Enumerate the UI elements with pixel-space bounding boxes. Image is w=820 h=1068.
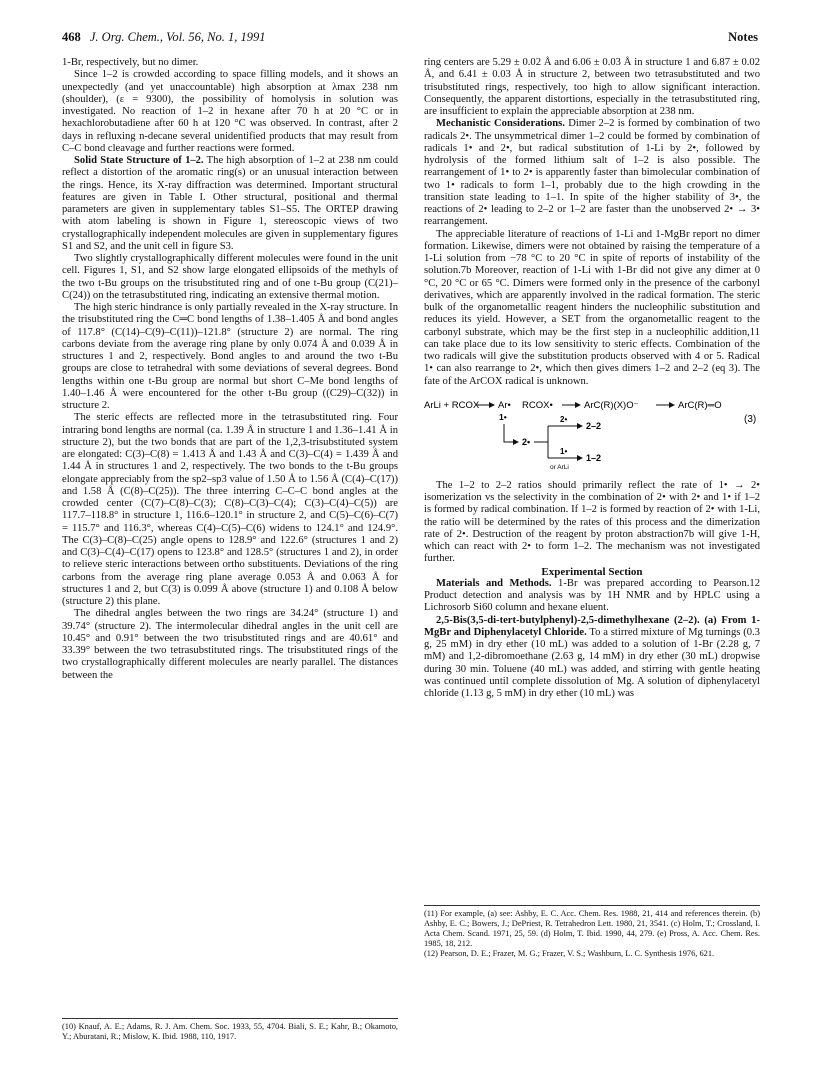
scheme-label-1: 1• <box>499 411 507 422</box>
section-heading: Solid State Structure of 1–2. <box>74 155 204 166</box>
footnote: (11) For example, (a) see: Ashby, E. C. Acc. Chem. Res. 1988, 21, 414 and references therein. (b) Ashby, E. C.; Bowers, J.; DePriest, R. Tetrahedron Lett. 1980, 21, 3541. (c) Holm, T.; Crossland, I. Acta Chem. Scand. 1971, 25, 59. (d) Holm, T. Ibid. 1990, 44, 279. (e) Pross, A. Acc. Chem. Res. 1985, 18, 212. <box>424 909 760 948</box>
compound-heading: 2,5-Bis(3,5-di-tert-butylphenyl)-2,5-dimethylhexane (2–2). <box>436 614 700 626</box>
scheme-product: ArC(R)═O <box>678 399 722 411</box>
reaction-scheme <box>424 394 760 472</box>
scheme-label-1b: 1• <box>560 446 568 456</box>
left-column <box>62 57 398 682</box>
paragraph: ring centers are 5.29 ± 0.02 Å and 6.06 ± 0.03 Å in structure 1 and 6.87 ± 0.02 Å, and 6.41 ± 0.03 Å in structure 2, between two tetrasubstituted and two trisubstituted rings, respectively, too high to allow significant interaction. Consequently, the apparent distortions, especially in the tetrasubstituted ring, are insufficient to explain the appreciable absorption at 238 nm. <box>424 57 760 117</box>
footnotes-right <box>424 905 760 959</box>
paragraph: Mechanistic Considerations. Dimer 2–2 is formed by combination of two radicals 2•. The unsymmetrical dimer 1–2 could be formed by combination of radicals 1• and 2•, but radical substitution of 1-Li by 2•, followed by hydrolysis of the formed lithium salt of 1–2 is also possible. The rearrangement of 1• to 2• is apparently faster than bimolecular combination of two 1• radicals to form 1–1, probably due to the high crowding in the transition state leading to 1–1. In spite of the higher stability of 3•, the reactions of 2• leading to 2–2 or 1–2 are faster than the unobserved 2• → 3• rearrangement. <box>424 118 760 228</box>
scheme-graphic <box>424 394 760 472</box>
scheme-reactants: ArLi + RCOX <box>424 399 480 411</box>
scheme-intermediate: ArC(R)(X)O⁻ <box>584 399 639 411</box>
paragraph: Materials and Methods. 1-Br was prepared according to Pearson.12 Product detection and analysis was by 1H NMR and by HPLC using a Lichrosorb Si60 column and hexane eluent. <box>424 577 760 614</box>
equation-number: (3) <box>744 413 757 425</box>
scheme-arrow <box>504 424 518 442</box>
footnotes-left <box>62 1018 398 1042</box>
journal-citation: J. Org. Chem., Vol. 56, No. 1, 1991 <box>89 30 266 44</box>
paragraph: The high steric hindrance is only partially revealed in the X-ray structure. In the trisubstituted ring the C═C bond lengths of 1.38–1.405 Å and bond angles of 117.8° (C(14)–C(9)–C(11))–121.8° (structure 2) are normal. The ring carbons deviate from the average ring plane by only 0.074 Å and 0.039 Å in structures 1 and 2, respectively. Bond angles to and around the two t-Bu groups are close to tetrahedral with some deviations of several degrees. Bond lengths within one t-Bu group are normal but short C–Me bond lengths of 1.40–1.46 Å were encountered for the other t-Bu group ((C29)–C(32)) in structure 2. <box>62 302 398 411</box>
methods-heading: Materials and Methods. <box>436 577 552 589</box>
paragraph: Two slightly crystallographically different molecules were found in the unit cell. Figures 1, S1, and S2 show large elongated ellipsoids of the methyls of the two t-Bu groups on the trisubstituted ring and of one t-Bu group (C(21)–C(24)) on the tetrasubstituted ring, indicating an extensive thermal motion. <box>62 253 398 301</box>
paragraph: 2,5-Bis(3,5-di-tert-butylphenyl)-2,5-dimethylhexane (2–2). (a) From 1-MgBr and Diphenylacetyl Chloride. To a stirred mixture of Mg turnings (0.3 g, 25 mM) in dry ether (10 mL) was added to a solution of 1-Br (2.28 g, 7 mM) and 1,2-dibromoethane (2.63 g, 14 mM) in dry ether (30 mL) dropwise during 30 min. Toluene (40 mL) was added, and stirring with gentle heating was continued until complete dissolution of Mg. A solution of diphenylacetyl chloride (1.13 g, 5 mM) in dry ether (10 mL) was <box>424 614 761 699</box>
paragraph: Since 1–2 is crowded according to space filling models, and it shows an unexpectedly (and yet unaccountable) high absorption at λmax 238 nm (shoulder), (ε = 9300), the possibility of homolysis in solution was investigated. No reaction of 1–2 in hexane after 70 h at 20 °C or in hexachlorobutadiene after 60 h at 120 °C was observed. In contrast, after 2 days in refluxing n-decane several unidentified products that may result from C–C bond cleavage and further reactions were formed. <box>62 69 398 154</box>
paragraph: 1-Br, respectively, but no dimer. <box>62 57 199 68</box>
paragraph: The 1–2 to 2–2 ratios should primarily reflect the rate of 1• → 2• isomerization vs the selectivity in the combination of 2• with 2• and 1• if 1–2 is formed by radical combination. If 1–2 is formed by reaction of 2• with 1-Li, the ratio will be determined by the rates of this process and the dimerization rate of 2•. Destruction of the reagent by proton abstraction7b will give 1-H, which can react with 2• to form 1–2. The mechanism was not investigated further. <box>424 479 760 565</box>
scheme-product-12: 1–2 <box>586 452 602 463</box>
page-header <box>62 30 758 48</box>
scheme-rcox-radical: RCOX• <box>522 399 553 411</box>
scheme-or-arli: or ArLi <box>550 463 569 471</box>
footnote: (12) Pearson, D. E.; Frazer, M. G.; Frazer, V. S.; Washburn, L. C. Synthesis 1976, 621. <box>424 949 715 958</box>
page-number: 468 <box>62 30 81 44</box>
scheme-ar-radical: Ar• <box>498 399 511 411</box>
paragraph: Solid State Structure of 1–2. The high absorption of 1–2 at 238 nm could reflect a distortion of the aromatic ring(s) or an unusual interaction between the rings. Hence, its X-ray diffraction was determined. Important structural features are given in Table I. Other structural, positional and thermal parameters are given in supplementary tables S1–S5. The ORTEP drawing with atom labeling is shown in Figure 1, stereoscopic views of two crystallographically independent molecules are given in supplementary figures S1 and S2, and the unit cell in figure S3. <box>62 155 398 252</box>
scheme-label-2a: 2• <box>522 436 531 447</box>
paragraph: The dihedral angles between the two rings are 34.24° (structure 1) and 39.74° (structure 2). The intermolecular dihedral angles in the unit cell are 10.45° and 0.91° between the two trisubstituted rings and are 40.61° and 33.39° between the two tetrasubstituted rings. The trisubstituted rings of the two crystallographically different molecules are nearly parallel. The distances between the <box>62 608 398 681</box>
paragraph: The steric effects are reflected more in the tetrasubstituted ring. Four intraring bond lengths are normal (ca. 1.39 Å in structure 1 and 1.36–1.41 Å in structure 2), but the two bonds that are part of the 1,2,3-trisubstituted system are elongated: C(3)–C(8) = 1.413 Å and 1.43 Å and C(3)–C(4) = 1.439 Å and 1.44 Å in structures 1 and 2, respectively. The two bonds to the t-Bu groups elongate appreciably from the sp2–sp3 value of 1.50 Å to 1.56 Å (C(4)–C(17)) and 1.58 Å (C(8)–C(25)). The three interring C–C–C bond angles at the crowded center (C(7)–C(8)–C(3); C(8)–C(3)–C(4); C(3)–C(4)–C(5)) are 117.7–118.8° in structure 1, 116.6–120.1° in structure 2, and C(5)–C(6)–C(7) = 115.7° and 116.3°, whereas C(4)–C(5)–C(6) widens to 124.1° and 124.9°. The C(3)–C(8)–C(25) angle opens to 128.9° and 122.6° (structures 1 and 2) and C(3)–C(4)–C(17) opens to 123.8° and 128.5° (structures 1 and 2), in order to relieve steric interactions between ortho substituents. Deviations of the ring carbons from the average ring plane average 0.053 Å and 0.063 Å for structures 1 and 2, but C(3) is 0.099 Å above (structure 1) and 0.108 Å below (structure 2) this plane. <box>62 412 398 607</box>
footnote: (10) Knauf, A. E.; Adams, R. J. Am. Chem. Soc. 1933, 55, 4704. Biali, S. E.; Kahr, B.; Okamoto, Y.; Aburatani, R.; Mislow, K. Ibid. 1988, 110, 1917. <box>62 1022 398 1041</box>
paragraph: The appreciable literature of reactions of 1-Li and 1-MgBr report no dimer formation. Likewise, dimers were not obtained by raising the temperature of a 1-Li solution from −78 °C to 20 °C in spite of reports of instability of the solution.7b Moreover, reaction of 1-Li with 1-Br did not give any dimer at 0 °C, 20 °C or 65 °C. Dimers were formed only in the presence of the carbonyl derivatives, which are apparently involved in the radical formation. The steric bulk of the organometallic reagent hinders the nucleophilic substitution and reduces its yield. However, a SET from the organometallic reagent to the carbonyl substrate, which may be the first step in a nucleophilic addition,11 can take place due to its low sensitivity to steric effects. Combination of the two radicals will give the substitution products observed with 4 or 5. Radical 1• can also rearrange to 2•, which then gives dimers 1–2 and 2–2 (eq 3). The fate of the ArCOX radical is unknown. <box>424 228 760 387</box>
experimental-section-title: Experimental Section <box>541 565 643 578</box>
right-column <box>424 57 760 700</box>
scheme-label-2b: 2• <box>560 414 568 424</box>
section-heading: Mechanistic Considerations. <box>436 118 565 130</box>
procedure-heading: (a) From 1-MgBr and Diphenylacetyl Chloride. <box>424 614 761 638</box>
section-label: Notes <box>728 30 758 44</box>
scheme-product-22: 2–2 <box>586 420 602 431</box>
